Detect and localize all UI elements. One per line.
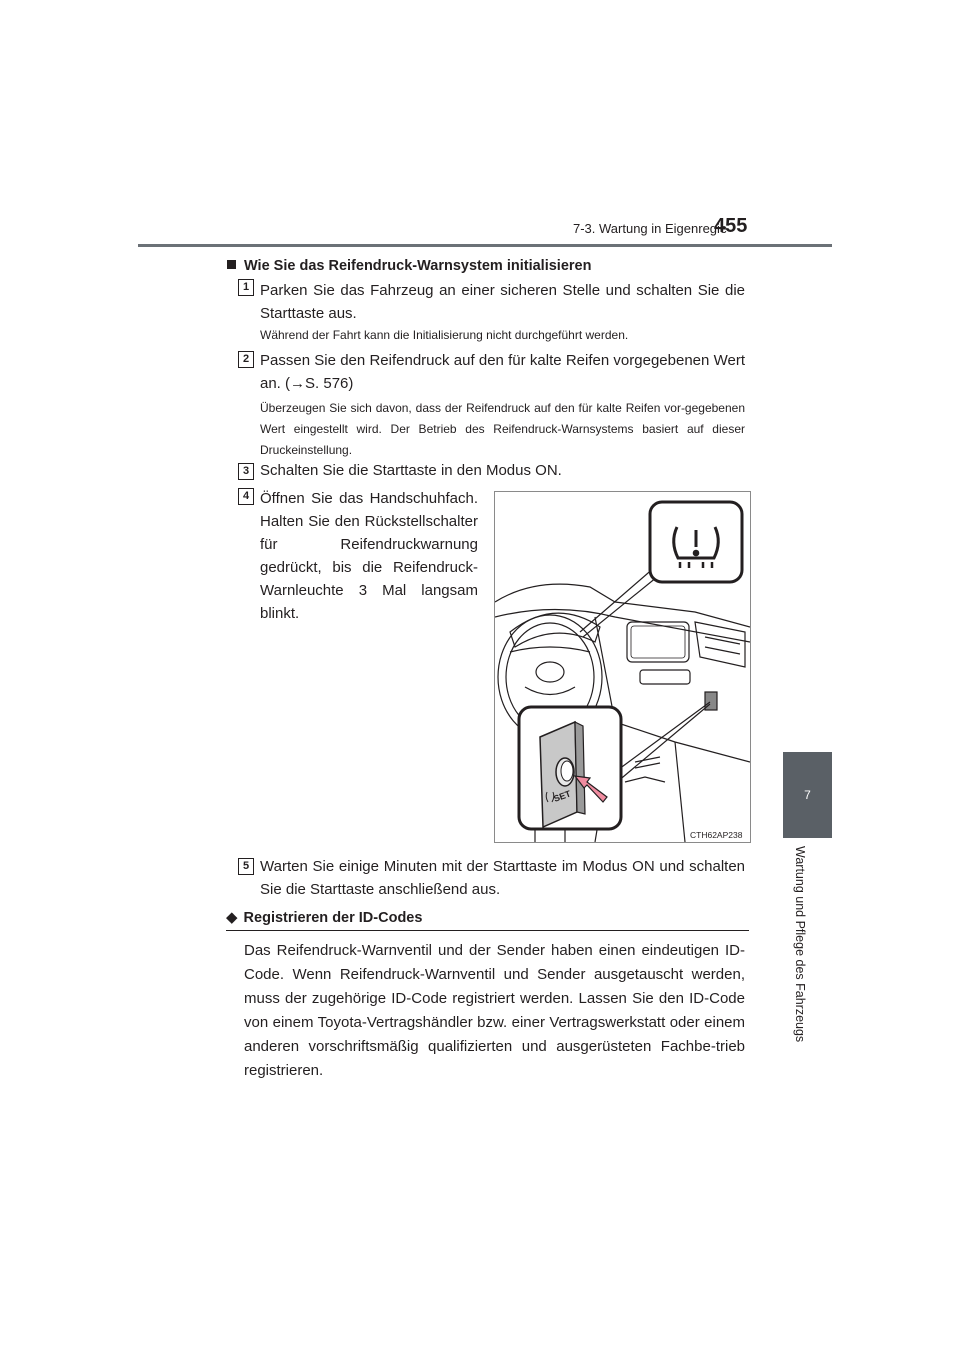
step-3-text: Schalten Sie die Starttaste in den Modus ON. xyxy=(260,462,562,479)
chapter-tab xyxy=(783,752,832,838)
step-5-text: Warten Sie einige Minuten mit der Starttaste im Modus ON und schalten Sie die Starttaste anschließend aus. xyxy=(260,858,745,898)
step-number-5: 5 xyxy=(238,858,254,875)
step-number-1: 1 xyxy=(238,279,254,296)
step-2-note: Überzeugen Sie sich davon, dass der Reifendruck auf den für kalte Reifen vor-gegebenen Wert eingestellt wird. Der Betrieb des Reifendruck-Warnsystems basiert auf dieser Druckeinstellung. xyxy=(260,401,745,457)
diamond-bullet-icon: ◆ xyxy=(226,909,238,926)
set-button-label: SET xyxy=(552,788,573,804)
dashboard-illustration xyxy=(495,492,750,842)
glovebox-figure xyxy=(494,491,751,843)
step-2-text: Passen Sie den Reifendruck auf den für kalte Reifen vorgegebenen Wert an. (→S. 576) xyxy=(260,352,745,392)
square-bullet-icon xyxy=(227,260,236,269)
step-number-3: 3 xyxy=(238,463,254,480)
section-heading: Wie Sie das Reifendruck-Warnsystem initialisieren xyxy=(227,258,591,274)
subsection-heading: ◆ Registrieren der ID-Codes xyxy=(226,909,423,926)
step-1-note: Während der Fahrt kann die Initialisierung nicht durchgeführt werden. xyxy=(260,328,629,342)
subsection-rule xyxy=(226,930,749,931)
page-number: 455 xyxy=(714,215,748,237)
step-number-2: 2 xyxy=(238,351,254,368)
id-code-paragraph: Das Reifendruck-Warnventil und der Sender haben einen eindeutigen ID-Code. Wenn Reifendruck-Warnventil und Sender ausgetauscht werden, muss der zugehörige ID-Code registriert werden. Lassen Sie den ID-Code von einem Toyota-Vertragshändler bzw. einer Vertragswerkstatt oder einem anderen vorschriftsmäßig qualifizierten und ausgerüsteten Fachbe-trieb registrieren. xyxy=(244,942,745,1079)
step-4-text: Öffnen Sie das Handschuhfach. Halten Sie den Rückstellschalter für Reifendruckwarnung gedrückt, bis die Reifendruck-Warnleuchte 3 Mal langsam blinkt. xyxy=(260,490,478,622)
figure-code: CTH62AP238 xyxy=(690,830,743,840)
header-rule xyxy=(138,244,832,247)
header-section-title: 7-3. Wartung in Eigenregie xyxy=(573,221,728,236)
step-1-text: Parken Sie das Fahrzeug an einer sicheren Stelle und schalten Sie die Starttaste aus. xyxy=(260,282,745,322)
chapter-number: 7 xyxy=(804,788,811,802)
chapter-title: Wartung und Pflege des Fahrzeugs xyxy=(793,846,807,1043)
step-number-4: 4 xyxy=(238,488,254,505)
